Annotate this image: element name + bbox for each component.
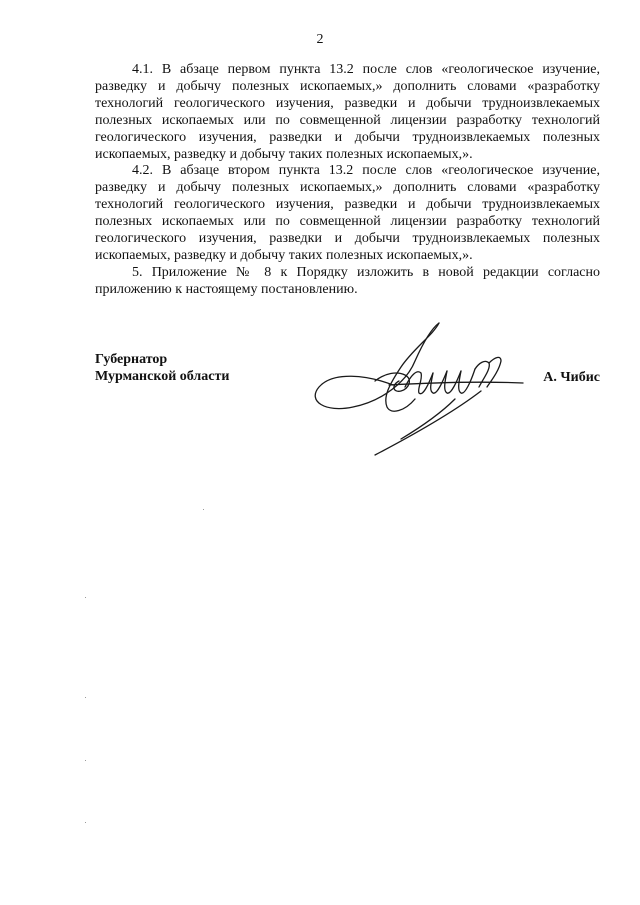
position-region: Мурманской области [95, 369, 230, 384]
scan-speck [85, 822, 86, 823]
handwritten-signature [305, 315, 525, 460]
paragraph-4-1: 4.1. В абзаце первом пункта 13.2 после слов «геологическое изучение, разведку и добычу полезных ископаемых,» дополнить словами «разработку технологий геологического изучения, разведки и добычи трудноизвлекаемых полезных ископаемых или по совмещенной лицензии разработку технологий геологического изучения, разведки и добычи трудноизвлекаемых полезных ископаемых, разведку и добычу таких полезных ископаемых,». [95, 62, 600, 162]
paragraph-4-2: 4.2. В абзаце втором пункта 13.2 после слов «геологическое изучение, разведку и добычу полезных ископаемых,» дополнить словами «разработку технологий геологического изучения, разведки и добычи трудноизвлекаемых полезных ископаемых или по совмещенной лицензии разработку технологий геологического изучения, разведки и добычи трудноизвлекаемых полезных ископаемых, разведку и добычу таких полезных ископаемых,». [95, 163, 600, 263]
scan-speck [85, 760, 86, 761]
scan-speck [203, 509, 204, 510]
page-number: 2 [316, 32, 324, 47]
signatory-position [95, 351, 229, 385]
scan-speck [85, 597, 86, 598]
paragraph-5: 5. Приложение № 8 к Порядку изложить в новой редакции согласно приложению к настоящему постановлению. [95, 264, 600, 297]
scan-speck [85, 697, 86, 698]
position-title: Губернатор [95, 352, 168, 367]
signatory-name: А. Чибис [543, 370, 600, 385]
document-body [95, 62, 600, 299]
